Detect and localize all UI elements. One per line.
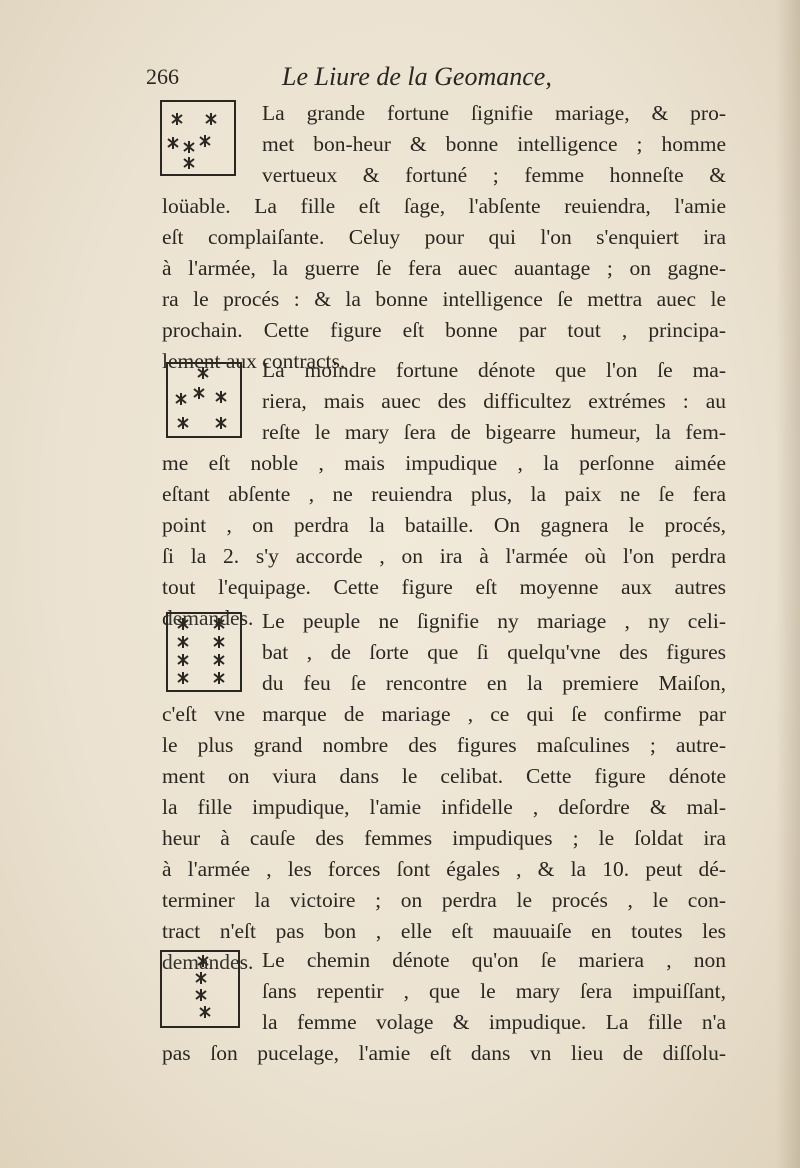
text-line: à l'armée , les forces ſont égales , & la 10. peut dé-	[162, 857, 726, 881]
text-line: demandes.	[162, 950, 254, 974]
text-line: me eſt noble , mais impudique , la perſonne aimée	[162, 451, 726, 475]
text-line: terminer la victoire ; on perdra le procés , le con-	[162, 888, 726, 912]
text-line: Le chemin dénote qu'on ſe mariera , non	[262, 948, 726, 972]
running-title: Le Liure de la Geomance,	[282, 62, 552, 91]
text-line: point , on perdra la bataille. On gagnera le procés,	[162, 513, 726, 537]
page-edge-shadow	[776, 0, 800, 1168]
text-line: bat , de ſorte que ſi quelqu'vne des figures	[262, 640, 726, 664]
paragraph-peuple	[162, 606, 726, 978]
text-line: ment on viura dans le celibat. Cette figure dénote	[162, 764, 726, 788]
text-line: la fille impudique, l'amie infidelle , deſordre & mal-	[162, 795, 726, 819]
text-line: ra le procés : & la bonne intelligence ſe mettra auec le	[162, 287, 726, 311]
paragraph-moindre-fortune	[162, 355, 726, 634]
text-line: ſi la 2. s'y accorde , on ira à l'armée où l'on perdra	[162, 544, 726, 568]
text-line: prochain. Cette figure eſt bonne par tout , principa-	[162, 318, 726, 342]
page-header	[142, 62, 742, 98]
text-line: Le peuple ne ſignifie ny mariage , ny celi-	[262, 609, 726, 633]
text-line: du feu ſe rencontre en la premiere Maiſon,	[262, 671, 726, 695]
text-line: vertueux & fortuné ; femme honneſte &	[262, 163, 726, 187]
text-line: c'eſt vne marque de mariage , ce qui ſe confirme par	[162, 702, 726, 726]
text-line: demandes.	[162, 606, 254, 630]
text-line: à l'armée, la guerre ſe fera auec auantage ; on gagne-	[162, 256, 726, 280]
text-line: met bon-heur & bonne intelligence ; homme	[262, 132, 726, 156]
text-line: eſt complaiſante. Celuy pour qui l'on s'enquiert ira	[162, 225, 726, 249]
text-line: ſans repentir , que le mary ſera impuiſſant,	[262, 979, 726, 1003]
text-line: loüable. La fille eſt ſage, l'abſente reuiendra, l'amie	[162, 194, 726, 218]
text-line: la femme volage & impudique. La fille n'a	[262, 1010, 726, 1034]
text-line: riera, mais auec des difficultez extrémes : au	[262, 389, 726, 413]
text-line: lement aux contracts.	[162, 349, 346, 373]
page-number: 266	[146, 64, 179, 89]
text-line: reſte le mary ſera de bigearre humeur, la fem-	[262, 420, 726, 444]
text-line: eſtant abſente , ne reuiendra plus, la paix ne ſe fera	[162, 482, 726, 506]
paragraph-chemin	[162, 945, 726, 1069]
text-line: pas ſon pucelage, l'amie eſt dans vn lieu de diſſolu-	[162, 1041, 726, 1065]
text-line: tout l'equipage. Cette figure eſt moyenne aux autres	[162, 575, 726, 599]
paragraph-grande-fortune	[162, 98, 726, 377]
text-line: La moindre fortune dénote que l'on ſe ma-	[262, 358, 726, 382]
text-line: le plus grand nombre des figures maſculines ; autre-	[162, 733, 726, 757]
text-line: tract n'eſt pas bon , elle eſt mauuaiſe en toutes les	[162, 919, 726, 943]
text-line: heur à cauſe des femmes impudiques ; le ſoldat ira	[162, 826, 726, 850]
text-line: La grande fortune ſignifie mariage, & pro-	[262, 101, 726, 125]
